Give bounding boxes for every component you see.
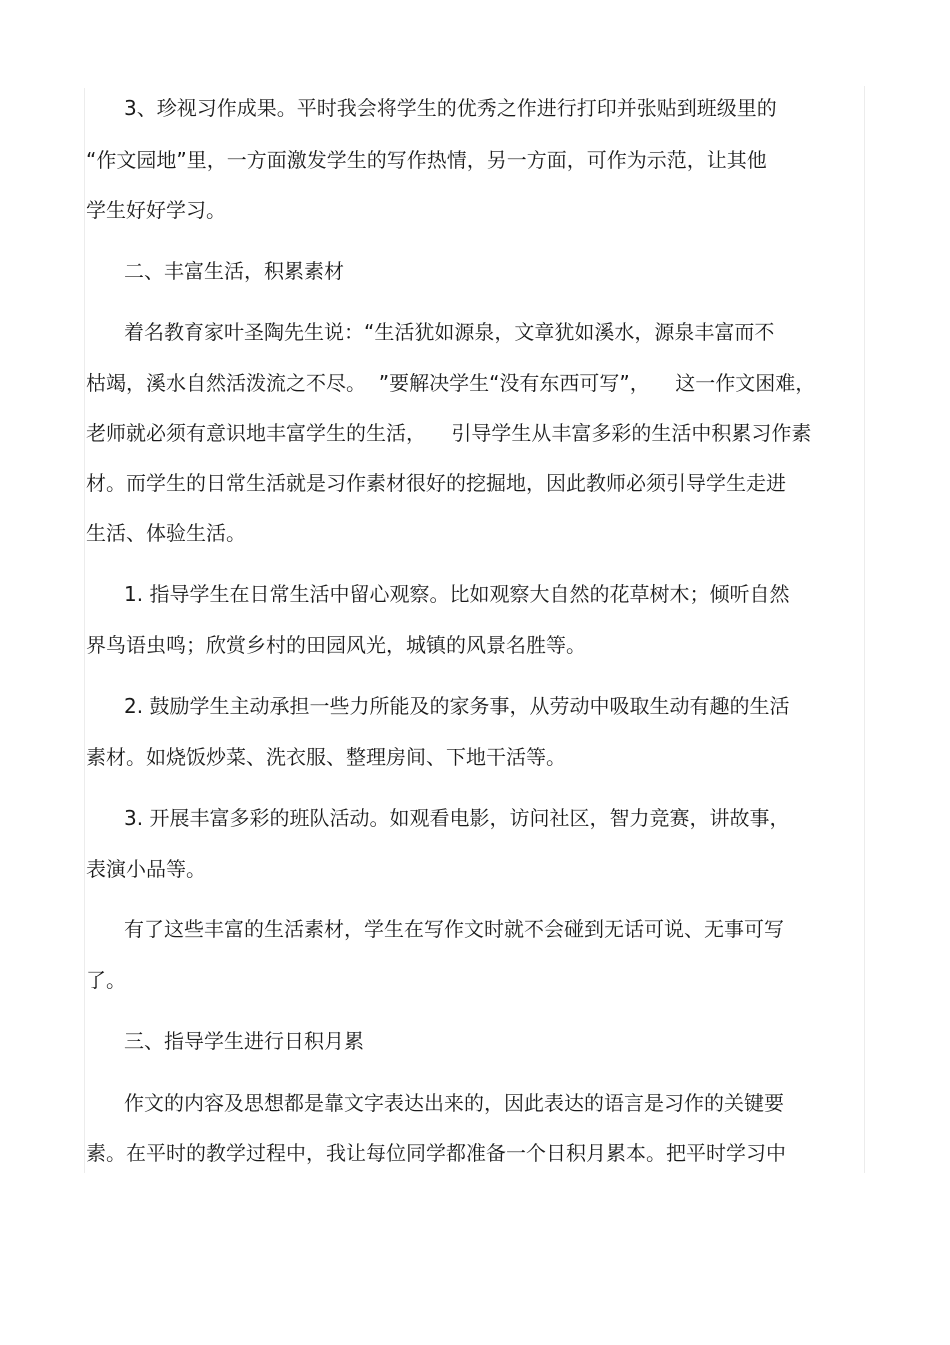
paragraph-line: 学生好好学习。: [86, 198, 226, 222]
list-item-line: 表演小品等。: [86, 857, 206, 881]
list-item-line: 2. 鼓励学生主动承担一些力所能及的家务事，从劳动中吸取生动有趣的生活: [124, 694, 790, 718]
paragraph-line: 老师就必须有意识地丰富学生的生活， 引导学生从丰富多彩的生活中积累习作素: [86, 421, 812, 445]
paragraph-line: 作文的内容及思想都是靠文字表达出来的，因此表达的语言是习作的关键要: [124, 1091, 784, 1115]
list-item-line: 1. 指导学生在日常生活中留心观察。比如观察大自然的花草树木；倾听自然: [124, 582, 790, 606]
section-heading: 二、丰富生活，积累素材: [124, 259, 344, 283]
paragraph-line: 了。: [86, 968, 126, 992]
paragraph-line: 枯竭，溪水自然活泼流之不尽。 ”要解决学生“没有东西可写”， 这一作文困难，: [86, 371, 816, 395]
paragraph-line: “作文园地”里，一方面激发学生的写作热情，另一方面，可作为示范，让其他: [86, 148, 767, 172]
right-margin-rule: [864, 86, 865, 1173]
left-margin-rule: [84, 88, 85, 1173]
paragraph-line: 材。而学生的日常生活就是习作素材很好的挖掘地，因此教师必须引导学生走进: [86, 471, 786, 495]
list-item-line: 素材。如烧饭炒菜、洗衣服、整理房间、下地干活等。: [86, 745, 566, 769]
paragraph-line: 3、珍视习作成果。平时我会将学生的优秀之作进行打印并张贴到班级里的: [124, 96, 777, 120]
paragraph-line: 着名教育家叶圣陶先生说：“生活犹如源泉，文章犹如溪水，源泉丰富而不: [124, 320, 775, 344]
section-heading: 三、指导学生进行日积月累: [124, 1029, 364, 1053]
paragraph-line: 有了这些丰富的生活素材，学生在写作文时就不会碰到无话可说、无事可写: [124, 917, 784, 941]
list-item-line: 界鸟语虫鸣；欣赏乡村的田园风光，城镇的风景名胜等。: [86, 633, 586, 657]
list-item-line: 3. 开展丰富多彩的班队活动。如观看电影，访问社区，智力竞赛，讲故事，: [124, 806, 790, 830]
paragraph-line: 生活、体验生活。: [86, 521, 246, 545]
paragraph-line: 素。在平时的教学过程中，我让每位同学都准备一个日积月累本。把平时学习中: [86, 1141, 786, 1165]
